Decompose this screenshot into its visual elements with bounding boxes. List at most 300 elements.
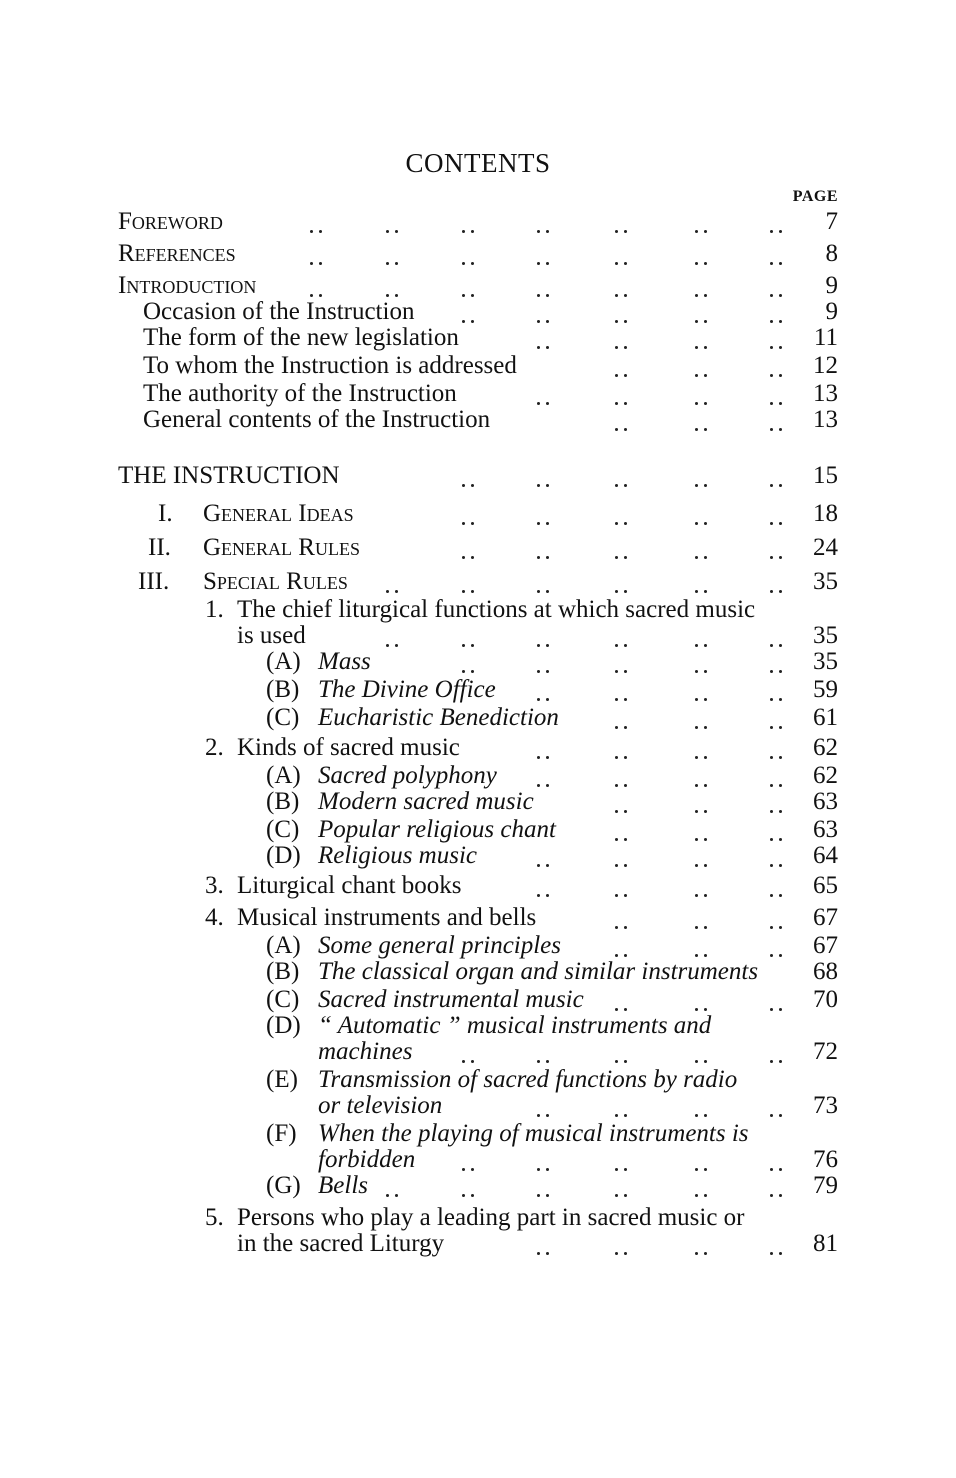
leader-dot bbox=[704, 556, 707, 559]
leader-dot bbox=[695, 784, 698, 787]
toc-item-number: 2. bbox=[205, 734, 224, 761]
page-column-label: PAGE bbox=[792, 188, 838, 205]
leader-dot bbox=[615, 522, 618, 525]
leader-dot bbox=[770, 320, 773, 323]
toc-roman-numeral: III. bbox=[138, 568, 170, 595]
leader-dot bbox=[615, 670, 618, 673]
leader-dot bbox=[770, 726, 773, 729]
leader-dot bbox=[537, 1194, 540, 1197]
leader-dot bbox=[704, 670, 707, 673]
leader-dot bbox=[770, 1252, 773, 1255]
toc-item-letter: (B) bbox=[266, 958, 300, 985]
leader-dot bbox=[546, 402, 549, 405]
leader-dot bbox=[471, 1168, 474, 1171]
leader-dot bbox=[779, 926, 782, 929]
leader-dot bbox=[546, 484, 549, 487]
leader-dot bbox=[471, 1060, 474, 1063]
leader-dot bbox=[310, 230, 313, 233]
leader-dot bbox=[615, 1252, 618, 1255]
leader-dot bbox=[546, 1114, 549, 1117]
toc-item-letter: (D) bbox=[266, 1012, 301, 1039]
toc-item-number: 5. bbox=[205, 1204, 224, 1231]
leader-dot bbox=[770, 556, 773, 559]
leader-dot bbox=[395, 590, 398, 593]
leader-dot bbox=[704, 864, 707, 867]
leader-dot bbox=[779, 374, 782, 377]
leader-dot bbox=[624, 374, 627, 377]
leader-dot bbox=[770, 374, 773, 377]
leader-dot bbox=[695, 402, 698, 405]
leader-dot bbox=[546, 1252, 549, 1255]
leader-dot bbox=[779, 644, 782, 647]
leader-dot bbox=[779, 756, 782, 759]
leader-dot bbox=[546, 294, 549, 297]
leader-dot bbox=[386, 590, 389, 593]
toc-item-letter: (C) bbox=[266, 704, 300, 731]
toc-entry bbox=[0, 240, 956, 272]
leader-dot bbox=[462, 294, 465, 297]
leader-dot bbox=[704, 644, 707, 647]
leader-dot bbox=[462, 230, 465, 233]
leader-dot bbox=[319, 294, 322, 297]
leader-dot bbox=[704, 402, 707, 405]
toc-page-number: 35 bbox=[813, 568, 838, 595]
leader-dot bbox=[386, 230, 389, 233]
leader-dot bbox=[704, 522, 707, 525]
leader-dot bbox=[704, 698, 707, 701]
leader-dot bbox=[624, 590, 627, 593]
leader-dot bbox=[695, 428, 698, 431]
leader-dot bbox=[624, 320, 627, 323]
leader-dot bbox=[624, 644, 627, 647]
leader-dot bbox=[615, 484, 618, 487]
toc-item-letter: (F) bbox=[266, 1120, 297, 1147]
leader-dot bbox=[704, 726, 707, 729]
leader-dot bbox=[546, 320, 549, 323]
toc-entry-title: General Ideas bbox=[203, 500, 354, 527]
leader-dots bbox=[0, 262, 956, 268]
toc-entry-title: Transmission of sacred functions by radio bbox=[318, 1066, 738, 1093]
leader-dot bbox=[624, 1252, 627, 1255]
leader-dot bbox=[770, 784, 773, 787]
toc-page-number: 59 bbox=[813, 676, 838, 703]
leader-dot bbox=[704, 1194, 707, 1197]
toc-page-number: 67 bbox=[813, 904, 838, 931]
leader-dot bbox=[546, 230, 549, 233]
leader-dot bbox=[695, 644, 698, 647]
leader-dot bbox=[319, 262, 322, 265]
toc-entry-title: General Rules bbox=[203, 534, 360, 561]
toc-entry-title: Kinds of sacred music bbox=[237, 734, 460, 761]
leader-dot bbox=[695, 698, 698, 701]
toc-entry-title: Sacred polyphony bbox=[318, 762, 497, 789]
toc-entry-title: The authority of the Instruction bbox=[143, 380, 457, 407]
toc-entry-title: Persons who play a leading part in sacred music or bbox=[237, 1204, 745, 1231]
toc-roman-numeral: I. bbox=[158, 500, 173, 527]
leader-dot bbox=[546, 556, 549, 559]
toc-page-number: 62 bbox=[813, 762, 838, 789]
toc-page-number: 18 bbox=[813, 500, 838, 527]
leader-dot bbox=[779, 590, 782, 593]
leader-dot bbox=[546, 698, 549, 701]
leader-dot bbox=[537, 670, 540, 673]
leader-dot bbox=[624, 230, 627, 233]
leader-dot bbox=[779, 810, 782, 813]
leader-dot bbox=[695, 1194, 698, 1197]
leader-dot bbox=[546, 670, 549, 673]
leader-dot bbox=[615, 894, 618, 897]
leader-dot bbox=[546, 864, 549, 867]
toc-page-number: 68 bbox=[813, 958, 838, 985]
leader-dot bbox=[695, 230, 698, 233]
leader-dot bbox=[395, 1194, 398, 1197]
toc-entry-title: The classical organ and similar instruments bbox=[318, 958, 759, 985]
leader-dot bbox=[615, 784, 618, 787]
leader-dot bbox=[537, 556, 540, 559]
leader-dot bbox=[537, 756, 540, 759]
leader-dot bbox=[695, 1168, 698, 1171]
toc-entry bbox=[0, 534, 956, 566]
leader-dot bbox=[537, 864, 540, 867]
toc-page-number: 35 bbox=[813, 622, 838, 649]
leader-dot bbox=[615, 230, 618, 233]
leader-dot bbox=[471, 556, 474, 559]
toc-entry-title: General contents of the Instruction bbox=[143, 406, 491, 433]
leader-dot bbox=[615, 1114, 618, 1117]
leader-dot bbox=[624, 864, 627, 867]
leader-dot bbox=[624, 698, 627, 701]
leader-dot bbox=[615, 556, 618, 559]
leader-dot bbox=[770, 926, 773, 929]
leader-dot bbox=[695, 590, 698, 593]
toc-page-number: 67 bbox=[813, 932, 838, 959]
leader-dot bbox=[704, 1008, 707, 1011]
leader-dot bbox=[779, 1168, 782, 1171]
leader-dot bbox=[770, 954, 773, 957]
leader-dot bbox=[462, 1168, 465, 1171]
toc-entry-title: Eucharistic Benediction bbox=[318, 704, 559, 731]
toc-page-number: 70 bbox=[813, 986, 838, 1013]
leader-dot bbox=[624, 1008, 627, 1011]
leader-dot bbox=[704, 484, 707, 487]
toc-page-number: 9 bbox=[825, 298, 838, 325]
leader-dot bbox=[615, 428, 618, 431]
leader-dot bbox=[695, 810, 698, 813]
leader-dot bbox=[386, 1194, 389, 1197]
leader-dot bbox=[779, 262, 782, 265]
leader-dot bbox=[462, 262, 465, 265]
leader-dot bbox=[615, 810, 618, 813]
leader-dot bbox=[462, 556, 465, 559]
toc-item-number: 3. bbox=[205, 872, 224, 899]
leader-dot bbox=[537, 1114, 540, 1117]
leader-dot bbox=[615, 1060, 618, 1063]
leader-dot bbox=[770, 1114, 773, 1117]
toc-entry-title: Bells bbox=[318, 1172, 368, 1199]
leader-dot bbox=[624, 484, 627, 487]
toc-entry-title: To whom the Instruction is addressed bbox=[143, 352, 517, 379]
toc-entry bbox=[0, 842, 956, 874]
leader-dot bbox=[770, 894, 773, 897]
toc-page-number: 13 bbox=[813, 380, 838, 407]
toc-entry-title: Occasion of the Instruction bbox=[143, 298, 415, 325]
toc-entry-title: The form of the new legislation bbox=[143, 324, 459, 351]
leader-dot bbox=[779, 556, 782, 559]
leader-dot bbox=[770, 1008, 773, 1011]
leader-dot bbox=[770, 756, 773, 759]
leader-dot bbox=[779, 428, 782, 431]
leader-dot bbox=[779, 670, 782, 673]
leader-dot bbox=[779, 320, 782, 323]
leader-dot bbox=[537, 894, 540, 897]
toc-entry-title: Popular religious chant bbox=[318, 816, 556, 843]
leader-dot bbox=[537, 320, 540, 323]
toc-page-number: 61 bbox=[813, 704, 838, 731]
leader-dot bbox=[615, 402, 618, 405]
leader-dot bbox=[624, 838, 627, 841]
toc-item-letter: (A) bbox=[266, 762, 301, 789]
leader-dot bbox=[462, 522, 465, 525]
leader-dot bbox=[462, 590, 465, 593]
toc-entry-title: THE INSTRUCTION bbox=[118, 462, 340, 489]
leader-dot bbox=[615, 698, 618, 701]
leader-dot bbox=[770, 1060, 773, 1063]
leader-dot bbox=[546, 1168, 549, 1171]
toc-entry bbox=[0, 1230, 956, 1262]
toc-entry-title: References bbox=[118, 240, 236, 267]
toc-entry bbox=[0, 1172, 956, 1204]
leader-dot bbox=[704, 346, 707, 349]
leader-dot bbox=[462, 320, 465, 323]
leader-dot bbox=[615, 262, 618, 265]
leader-dot bbox=[779, 784, 782, 787]
leader-dot bbox=[471, 1194, 474, 1197]
toc-page-number: 24 bbox=[813, 534, 838, 561]
leader-dot bbox=[695, 522, 698, 525]
leader-dot bbox=[624, 346, 627, 349]
leader-dot bbox=[770, 294, 773, 297]
toc-entry-title: “ Automatic ” musical instruments and bbox=[318, 1012, 712, 1039]
toc-item-letter: (B) bbox=[266, 676, 300, 703]
leader-dot bbox=[537, 1168, 540, 1171]
leader-dot bbox=[537, 346, 540, 349]
leader-dot bbox=[704, 1252, 707, 1255]
toc-entry-title: Liturgical chant books bbox=[237, 872, 462, 899]
leader-dot bbox=[386, 262, 389, 265]
leader-dot bbox=[537, 230, 540, 233]
leader-dot bbox=[624, 1168, 627, 1171]
toc-entry-title: Foreword bbox=[118, 208, 223, 235]
leader-dot bbox=[471, 294, 474, 297]
leader-dot bbox=[770, 1194, 773, 1197]
toc-entry-title: machines bbox=[318, 1038, 413, 1065]
leader-dot bbox=[779, 954, 782, 957]
leader-dot bbox=[770, 698, 773, 701]
leader-dot bbox=[537, 522, 540, 525]
leader-dot bbox=[704, 838, 707, 841]
toc-roman-numeral: II. bbox=[148, 534, 171, 561]
toc-entry-title: Religious music bbox=[318, 842, 478, 869]
toc-item-letter: (A) bbox=[266, 648, 301, 675]
toc-page-number: 73 bbox=[813, 1092, 838, 1119]
toc-page-number: 15 bbox=[813, 462, 838, 489]
leader-dot bbox=[395, 644, 398, 647]
leader-dot bbox=[770, 1168, 773, 1171]
leader-dot bbox=[779, 1008, 782, 1011]
leader-dot bbox=[770, 230, 773, 233]
leader-dot bbox=[704, 262, 707, 265]
leader-dot bbox=[537, 484, 540, 487]
leader-dot bbox=[546, 1060, 549, 1063]
toc-page-number: 63 bbox=[813, 816, 838, 843]
toc-page-number: 64 bbox=[813, 842, 838, 869]
leader-dot bbox=[770, 670, 773, 673]
leader-dot bbox=[695, 1114, 698, 1117]
leader-dot bbox=[310, 294, 313, 297]
leader-dot bbox=[462, 670, 465, 673]
leader-dot bbox=[779, 698, 782, 701]
leader-dot bbox=[704, 926, 707, 929]
leader-dot bbox=[704, 784, 707, 787]
page-title: CONTENTS bbox=[405, 148, 551, 178]
leader-dot bbox=[624, 262, 627, 265]
toc-entry-title: Mass bbox=[318, 648, 371, 675]
leader-dot bbox=[695, 670, 698, 673]
leader-dot bbox=[471, 262, 474, 265]
leader-dot bbox=[704, 590, 707, 593]
toc-item-letter: (C) bbox=[266, 986, 300, 1013]
toc-entry-title: forbidden bbox=[318, 1146, 416, 1173]
toc-entry bbox=[0, 406, 956, 438]
toc-page-number: 9 bbox=[825, 272, 838, 299]
leader-dot bbox=[695, 1008, 698, 1011]
leader-dot bbox=[770, 838, 773, 841]
leader-dot bbox=[615, 1168, 618, 1171]
leader-dot bbox=[779, 1252, 782, 1255]
leader-dot bbox=[624, 894, 627, 897]
leader-dot bbox=[624, 402, 627, 405]
leader-dot bbox=[615, 590, 618, 593]
leader-dot bbox=[704, 1168, 707, 1171]
toc-entry-title: Musical instruments and bells bbox=[237, 904, 537, 931]
toc-page-number: 72 bbox=[813, 1038, 838, 1065]
leader-dot bbox=[546, 784, 549, 787]
leader-dot bbox=[695, 374, 698, 377]
toc-entry-title: in the sacred Liturgy bbox=[237, 1230, 445, 1257]
leader-dot bbox=[386, 644, 389, 647]
leader-dot bbox=[395, 230, 398, 233]
leader-dot bbox=[770, 402, 773, 405]
toc-entry-title: or television bbox=[318, 1092, 443, 1119]
toc-page-number: 76 bbox=[813, 1146, 838, 1173]
toc-entry bbox=[0, 208, 956, 240]
leader-dot bbox=[624, 294, 627, 297]
leader-dot bbox=[704, 810, 707, 813]
leader-dot bbox=[615, 1194, 618, 1197]
leader-dot bbox=[624, 1194, 627, 1197]
leader-dot bbox=[537, 402, 540, 405]
leader-dot bbox=[462, 644, 465, 647]
leader-dot bbox=[695, 262, 698, 265]
leader-dot bbox=[695, 1060, 698, 1063]
leader-dot bbox=[779, 894, 782, 897]
toc-entry-title: is used bbox=[237, 622, 306, 649]
leader-dot bbox=[624, 670, 627, 673]
leader-dot bbox=[537, 644, 540, 647]
leader-dot bbox=[695, 864, 698, 867]
leader-dot bbox=[615, 346, 618, 349]
leader-dot bbox=[695, 894, 698, 897]
toc-page-number: 8 bbox=[825, 240, 838, 267]
leader-dot bbox=[779, 1194, 782, 1197]
toc-page-number: 81 bbox=[813, 1230, 838, 1257]
leader-dot bbox=[779, 1060, 782, 1063]
leader-dot bbox=[537, 698, 540, 701]
leader-dot bbox=[615, 864, 618, 867]
leader-dot bbox=[770, 522, 773, 525]
toc-item-letter: (B) bbox=[266, 788, 300, 815]
toc-entry-title: Modern sacred music bbox=[318, 788, 534, 815]
toc-page-number: 79 bbox=[813, 1172, 838, 1199]
leader-dot bbox=[779, 522, 782, 525]
leader-dot bbox=[779, 1114, 782, 1117]
toc-entry-title: The Divine Office bbox=[318, 676, 496, 703]
leader-dot bbox=[471, 230, 474, 233]
leader-dot bbox=[624, 810, 627, 813]
leader-dot bbox=[704, 756, 707, 759]
leader-dot bbox=[695, 838, 698, 841]
toc-page-number: 63 bbox=[813, 788, 838, 815]
leader-dot bbox=[546, 894, 549, 897]
leader-dot bbox=[615, 294, 618, 297]
leader-dot bbox=[695, 1252, 698, 1255]
leader-dot bbox=[546, 1194, 549, 1197]
leader-dot bbox=[537, 1252, 540, 1255]
toc-item-letter: (E) bbox=[266, 1066, 298, 1093]
leader-dot bbox=[779, 484, 782, 487]
toc-page-number: 11 bbox=[813, 324, 838, 351]
leader-dot bbox=[779, 230, 782, 233]
leader-dot bbox=[704, 1114, 707, 1117]
leader-dot bbox=[624, 428, 627, 431]
leader-dot bbox=[779, 726, 782, 729]
toc-entry bbox=[0, 500, 956, 532]
toc-entry-title: Special Rules bbox=[203, 568, 348, 595]
leader-dot bbox=[704, 428, 707, 431]
leader-dot bbox=[695, 346, 698, 349]
toc-page-number: 7 bbox=[825, 208, 838, 235]
leader-dot bbox=[615, 644, 618, 647]
leader-dot bbox=[695, 954, 698, 957]
leader-dot bbox=[615, 320, 618, 323]
leader-dot bbox=[695, 756, 698, 759]
leader-dot bbox=[471, 484, 474, 487]
leader-dot bbox=[537, 262, 540, 265]
leader-dot bbox=[779, 402, 782, 405]
leader-dot bbox=[770, 262, 773, 265]
leader-dot bbox=[779, 346, 782, 349]
leader-dots bbox=[0, 230, 956, 236]
leader-dot bbox=[770, 810, 773, 813]
leader-dot bbox=[537, 294, 540, 297]
leader-dot bbox=[386, 294, 389, 297]
leader-dot bbox=[615, 756, 618, 759]
leader-dot bbox=[779, 838, 782, 841]
toc-entry bbox=[0, 872, 956, 904]
leader-dot bbox=[779, 294, 782, 297]
leader-dot bbox=[310, 262, 313, 265]
leader-dot bbox=[695, 320, 698, 323]
